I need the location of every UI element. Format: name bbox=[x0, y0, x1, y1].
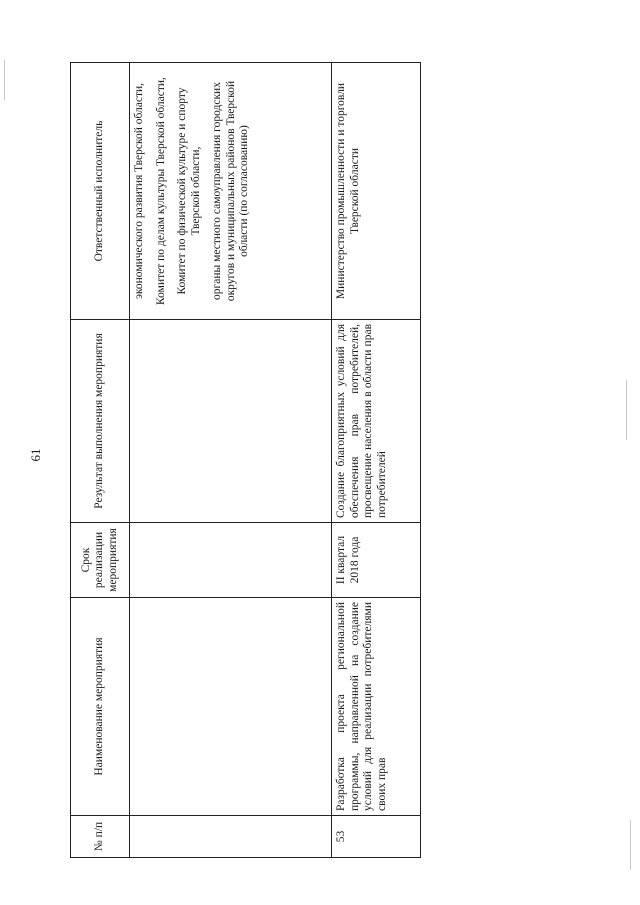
cell-executor: Министерство промышленности и торговли Тверской области bbox=[332, 63, 421, 320]
header-term: Срок реализации мероприятия bbox=[71, 523, 130, 598]
cell-result bbox=[130, 320, 332, 523]
page-number: 61 bbox=[28, 448, 43, 462]
measures-table bbox=[70, 62, 421, 858]
header-num: № п/п bbox=[71, 816, 130, 858]
rotated-table-frame bbox=[70, 62, 421, 858]
scan-artifact bbox=[630, 820, 631, 870]
cell-term bbox=[130, 523, 332, 598]
cell-num bbox=[130, 816, 332, 858]
executor-item: органы местного самоуправления городских округов и муниципальных районов Тверской области (по согласованию) bbox=[211, 80, 251, 302]
cell-name bbox=[130, 598, 332, 816]
table-header-row bbox=[71, 63, 130, 858]
table-row bbox=[130, 63, 332, 858]
scan-artifact bbox=[4, 60, 5, 100]
table-container bbox=[70, 62, 421, 858]
header-name: Наименование мероприятия bbox=[71, 598, 130, 816]
cell-term: II квартал 2018 года bbox=[332, 523, 421, 598]
executor-item: Комитет по физической культуре и спорту Тверской области, bbox=[176, 87, 202, 295]
cell-executors bbox=[130, 63, 332, 320]
cell-num: 53 bbox=[332, 816, 421, 858]
header-result: Результат выполнения мероприятия bbox=[71, 320, 130, 523]
table-row bbox=[332, 63, 421, 858]
executor-item: экономического развития Тверской области, bbox=[133, 82, 145, 300]
header-executor: Ответственный исполнитель bbox=[71, 63, 130, 320]
cell-name: Разработка проекта региональной программы, направленной на создание условий для реализации потребителями своих прав bbox=[332, 598, 421, 816]
cell-result: Создание благоприятных условий для обеспечения прав потребителей, просвещение населения в области прав потребителей bbox=[332, 320, 421, 523]
scan-artifact bbox=[626, 380, 627, 440]
executor-item: Комитет по делам культуры Тверской области, bbox=[154, 77, 167, 305]
